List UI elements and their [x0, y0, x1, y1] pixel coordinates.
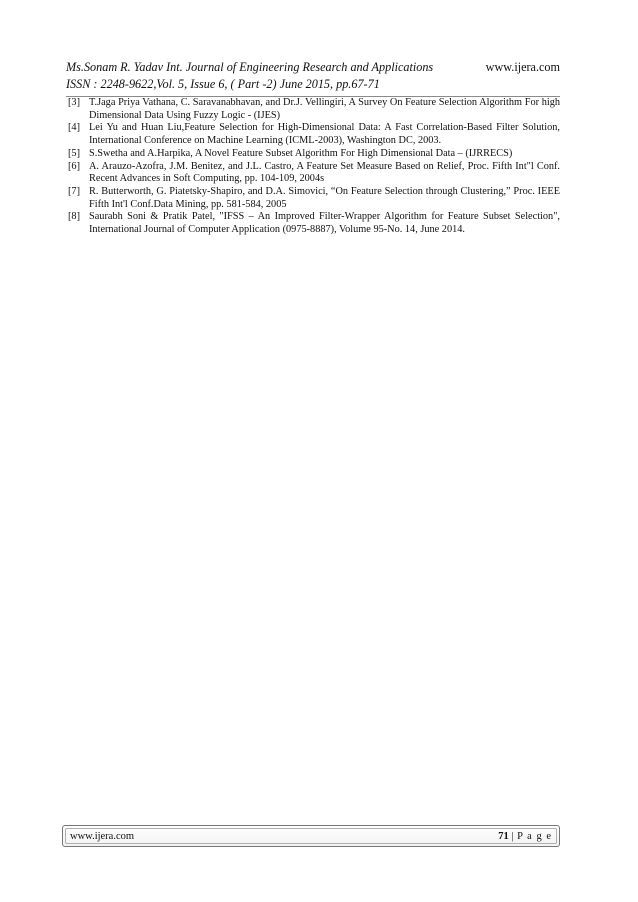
journal-citation-line: Ms.Sonam R. Yadav Int. Journal of Engineering Research and Applications [66, 60, 434, 74]
reference-number: [3] [68, 97, 81, 108]
page-footer [62, 825, 560, 847]
header-row-1 [66, 59, 560, 76]
reference-number: [8] [68, 211, 81, 223]
reference-text: S.Swetha and A.Harpika, A Novel Feature Subset Algorithm For High Dimensional Data – (IJRRECS) [89, 147, 513, 159]
reference-text: Saurabh Soni & Pratik Patel, "IFSS – An Improved Filter-Wrapper Algorithm for Feature Subset Selection", International Journal of Computer Application (0975-8887), Volume 95-No. 14, June 2014. [89, 211, 560, 236]
reference-item [66, 161, 560, 186]
footer-page-indicator [498, 831, 552, 842]
reference-item [66, 211, 560, 236]
reference-text: R. Butterworth, G. Piatetsky-Shapiro, and D.A. Simovici, “On Feature Selection through Clustering,” Proc. IEEE Fifth Int'l Conf.Data Mining, pp. 581-584, 2005 [89, 185, 560, 210]
reference-list [66, 97, 560, 237]
header-url: www.ijera.com [485, 60, 560, 74]
reference-number: [4] [68, 122, 81, 134]
footer-url: www.ijera.com [70, 830, 135, 842]
page-header [66, 59, 560, 93]
reference-text: A. Arauzo-Azofra, J.M. Benitez, and J.L. Castro, A Feature Set Measure Based on Relief, Proc. Fifth Int"l Conf. Recent Advances in Soft Computing, pp. 104-109, 2004s [89, 160, 560, 185]
page-separator: | [511, 830, 515, 842]
reference-item [66, 186, 560, 211]
issn-line: ISSN : 2248-9622,Vol. 5, Issue 6, ( Part -2) June 2015, pp.67-71 [66, 77, 380, 91]
reference-number: [7] [68, 185, 81, 197]
reference-item [66, 148, 560, 161]
page-label: P a g e [517, 830, 552, 842]
reference-number: [6] [68, 160, 81, 172]
reference-item [66, 122, 560, 147]
reference-item [66, 97, 560, 122]
reference-number: [5] [68, 147, 81, 159]
page-number: 71 [498, 830, 509, 842]
footer-inner-frame [65, 828, 557, 844]
reference-text: T.Jaga Priya Vathana, C. Saravanabhavan, and Dr.J. Vellingiri, A Survey On Feature Selection Algorithm For high Dimensional Data Using Fuzzy Logic - (IJES) [89, 97, 560, 121]
reference-text: Lei Yu and Huan Liu,Feature Selection for High-Dimensional Data: A Fast Correlation-Based Filter Solution, International Conference on Machine Learning (ICML-2003), Washington DC, 2003. [89, 122, 560, 147]
header-row-2 [66, 76, 560, 93]
